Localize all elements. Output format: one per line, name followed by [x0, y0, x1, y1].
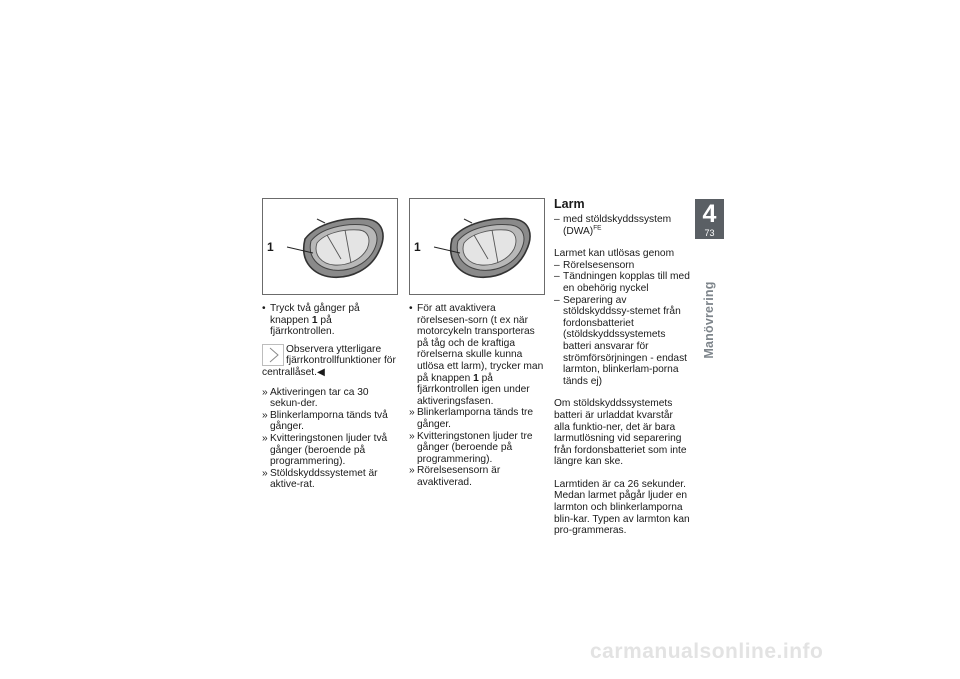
chapter-marker: [695, 199, 724, 239]
key-fob-figure-2: [409, 198, 545, 295]
result-text: Blinkerlamporna tänds två gånger.: [270, 409, 388, 433]
result-item: [262, 387, 398, 410]
feature-superscript: FE: [593, 224, 602, 232]
paragraph: Om stöldskyddssystemets batteri är urladdat kvarstår alla funktio-ner, det är bara larmutlösning vid separering från fordonsbatteriet som inte längre kan ske.: [554, 398, 687, 468]
note-block: [262, 344, 398, 379]
result-mark: »: [262, 409, 268, 421]
section-heading: Larm: [554, 197, 585, 211]
result-item: [262, 410, 398, 433]
key-fob-icon: [263, 199, 397, 294]
page-number: 73: [704, 228, 715, 238]
result-mark: »: [409, 465, 415, 477]
trigger-text: Tändningen kopplas till med en obehörig nyckel: [563, 271, 690, 294]
result-text: Kvitteringstonen ljuder tre gånger (beroende på programmering).: [417, 430, 533, 465]
result-text: Stöldskyddssystemet är aktive-rat.: [270, 467, 378, 491]
instruction-text-end: på fjärrkontrollen igen under aktiveringsfasen.: [417, 372, 530, 407]
figure-label: 1: [267, 240, 274, 254]
result-item: [409, 407, 545, 430]
result-item: [409, 431, 545, 466]
result-mark: »: [262, 432, 268, 444]
column-1: [262, 198, 398, 491]
watermark: carmanualsonline.info: [590, 640, 824, 663]
result-mark: »: [262, 467, 268, 479]
trigger-item: [554, 260, 690, 272]
instruction-step: [409, 303, 545, 407]
result-item: [409, 465, 545, 488]
column-3: [554, 198, 690, 537]
trigger-intro: Larmet kan utlösas genom: [554, 248, 675, 260]
result-item: [262, 468, 398, 491]
result-text: Aktiveringen tar ca 30 sekun-der.: [270, 386, 369, 410]
feature-item: [554, 214, 690, 237]
instruction-text-end: på fjärrkontrollen.: [270, 314, 335, 338]
trigger-item: [554, 271, 690, 294]
instruction-step: [262, 303, 398, 338]
key-fob-figure-1: [262, 198, 398, 295]
result-mark: »: [262, 386, 268, 398]
result-text: Rörelsesensorn är avaktiverad.: [417, 465, 501, 488]
end-mark-icon: ◀: [316, 366, 325, 378]
result-text: Kvitteringstonen ljuder två gånger (beroende på programmering).: [270, 432, 388, 468]
key-fob-icon: [410, 199, 544, 294]
chapter-title: Manövrering: [702, 281, 717, 359]
note-tail-text: centrallåset.: [262, 366, 317, 378]
figure-label: 1: [414, 240, 421, 254]
dash-mark: –: [554, 214, 560, 225]
result-mark: »: [409, 407, 415, 419]
trigger-text: Separering av stöldskyddssy-stemet från fordonsbatteriet (stöldskyddssystemets batteri ansvarar för strömförsörjningen - endast larmton, blinkerlam-porna tänds ej): [563, 294, 688, 387]
instruction-text: Tryck två gånger på knappen: [270, 303, 360, 326]
dash-mark: –: [554, 294, 560, 306]
bullet-mark: •: [409, 303, 413, 314]
trigger-text: Rörelsesensorn: [563, 259, 635, 271]
dash-mark: –: [554, 271, 560, 283]
feature-text: med stöldskyddssystem (DWA): [563, 214, 672, 237]
result-item: [262, 433, 398, 468]
note-triangle-icon: [262, 344, 284, 366]
instruction-text: För att avaktivera rörelsesen-sorn (t ex när motorcykeln transporteras på tåg och de kraftiga rörelserna skulle kunna utlösa ett larm), trycker man på knappen: [417, 303, 544, 384]
chapter-number: 4: [702, 200, 717, 228]
column-2: [409, 198, 545, 489]
bullet-mark: •: [262, 303, 266, 314]
result-text: Blinkerlamporna tänds tre gånger.: [417, 407, 534, 430]
result-mark: »: [409, 430, 415, 442]
dash-mark: –: [554, 259, 560, 271]
key-reference: 1: [311, 314, 318, 326]
key-reference: 1: [473, 372, 479, 384]
note-text: Observera ytterligare fjärrkontrollfunktioner för: [286, 343, 396, 367]
trigger-item: [554, 295, 690, 388]
paragraph: Larmtiden är ca 26 sekunder. Medan larmet pågår ljuder en larmton och blinkerlamporna blin-kar. Typen av larmton kan pro-grammeras.: [554, 478, 690, 537]
